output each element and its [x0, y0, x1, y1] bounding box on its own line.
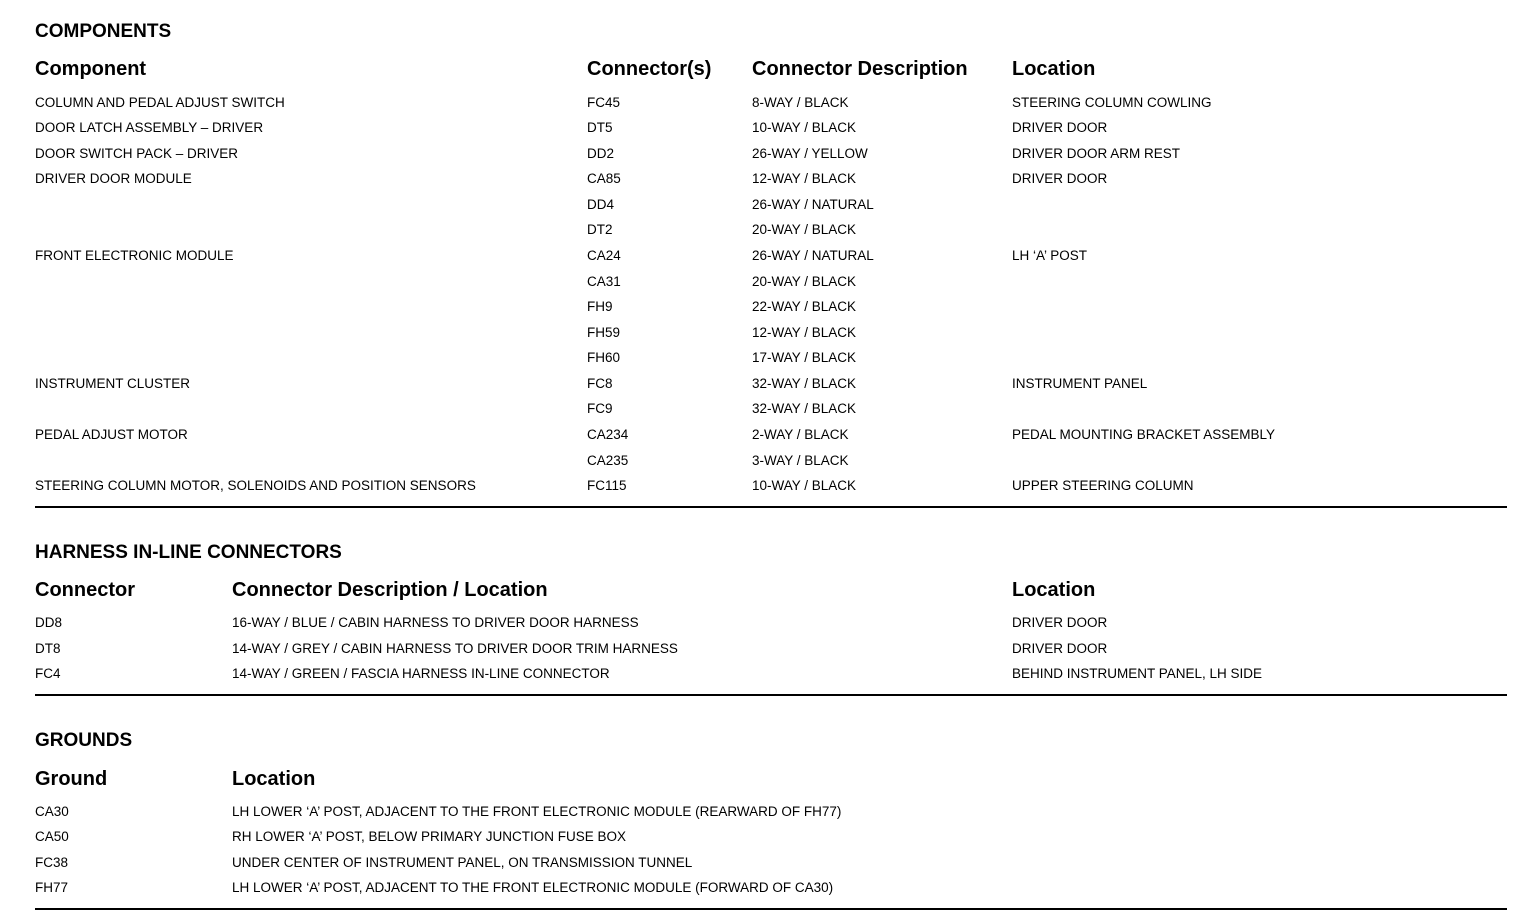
component-location: PEDAL MOUNTING BRACKET ASSEMBLY	[1012, 427, 1276, 442]
connector-description: 22-WAY / BLACK	[752, 299, 857, 314]
harness-connector-location: DRIVER DOOR	[1012, 641, 1108, 656]
table-row	[0, 169, 1536, 189]
connector-description: 17-WAY / BLACK	[752, 350, 857, 365]
connector-id: CA85	[587, 171, 621, 186]
connector-description: 26-WAY / YELLOW	[752, 146, 868, 161]
connector-description: 2-WAY / BLACK	[752, 427, 849, 442]
harness-divider	[35, 694, 1507, 696]
grounds-header-location: Location	[232, 768, 316, 790]
connector-id: DD4	[587, 197, 615, 212]
connector-id: DT5	[587, 120, 613, 135]
connector-id: CA235	[587, 453, 629, 468]
harness-connector-location: BEHIND INSTRUMENT PANEL, LH SIDE	[1012, 666, 1263, 681]
ground-location: UNDER CENTER OF INSTRUMENT PANEL, ON TRANSMISSION TUNNEL	[232, 855, 693, 870]
table-row	[0, 802, 1536, 822]
component-name: DOOR SWITCH PACK – DRIVER	[35, 146, 239, 161]
component-location: UPPER STEERING COLUMN	[1012, 478, 1194, 493]
table-row	[0, 323, 1536, 343]
components-section-title: COMPONENTS	[35, 21, 172, 42]
harness-header-location: Location	[1012, 579, 1096, 601]
ground-id: CA30	[35, 804, 69, 819]
component-location: LH ‘A’ POST	[1012, 248, 1088, 263]
harness-connector-description: 14-WAY / GREEN / FASCIA HARNESS IN-LINE CONNECTOR	[232, 666, 610, 681]
connector-id: DD2	[587, 146, 615, 161]
table-row	[0, 664, 1536, 684]
component-location: DRIVER DOOR ARM REST	[1012, 146, 1181, 161]
table-row	[0, 374, 1536, 394]
table-row	[0, 827, 1536, 847]
table-row	[0, 144, 1536, 164]
harness-connector-id: DD8	[35, 615, 63, 630]
component-location: INSTRUMENT PANEL	[1012, 376, 1148, 391]
connector-id: DT2	[587, 222, 613, 237]
table-row	[0, 613, 1536, 633]
harness-connector-id: FC4	[35, 666, 61, 681]
table-row	[0, 451, 1536, 471]
table-row	[0, 246, 1536, 266]
table-row	[0, 853, 1536, 873]
harness-connector-description: 16-WAY / BLUE / CABIN HARNESS TO DRIVER DOOR HARNESS	[232, 615, 639, 630]
table-row	[0, 297, 1536, 317]
ground-location: LH LOWER ‘A’ POST, ADJACENT TO THE FRONT ELECTRONIC MODULE (FORWARD OF CA30)	[232, 880, 834, 895]
component-name: INSTRUMENT CLUSTER	[35, 376, 191, 391]
connector-id: FH9	[587, 299, 613, 314]
grounds-header-ground: Ground	[35, 768, 108, 790]
connector-id: CA234	[587, 427, 629, 442]
connector-description: 12-WAY / BLACK	[752, 325, 857, 340]
connector-description: 3-WAY / BLACK	[752, 453, 849, 468]
table-row	[0, 878, 1536, 898]
grounds-divider	[35, 908, 1507, 910]
connector-description: 20-WAY / BLACK	[752, 222, 857, 237]
harness-header-description: Connector Description / Location	[232, 579, 548, 601]
component-name: FRONT ELECTRONIC MODULE	[35, 248, 234, 263]
table-row	[0, 118, 1536, 138]
table-row	[0, 425, 1536, 445]
component-name: STEERING COLUMN MOTOR, SOLENOIDS AND POSITION SENSORS	[35, 478, 476, 493]
ground-id: FH77	[35, 880, 69, 895]
connector-description: 20-WAY / BLACK	[752, 274, 857, 289]
connector-description: 32-WAY / BLACK	[752, 401, 857, 416]
harness-connector-id: DT8	[35, 641, 61, 656]
component-name: PEDAL ADJUST MOTOR	[35, 427, 188, 442]
table-row	[0, 399, 1536, 419]
connector-description: 26-WAY / NATURAL	[752, 197, 874, 212]
components-header-component: Component	[35, 58, 147, 80]
connector-description: 12-WAY / BLACK	[752, 171, 857, 186]
harness-connector-description: 14-WAY / GREY / CABIN HARNESS TO DRIVER DOOR TRIM HARNESS	[232, 641, 678, 656]
connector-id: FC9	[587, 401, 613, 416]
table-row	[0, 272, 1536, 292]
table-row	[0, 195, 1536, 215]
ground-location: LH LOWER ‘A’ POST, ADJACENT TO THE FRONT ELECTRONIC MODULE (REARWARD OF FH77)	[232, 804, 842, 819]
components-header-location: Location	[1012, 58, 1096, 80]
components-header-connectors: Connector(s)	[587, 58, 712, 80]
connector-id: FC45	[587, 95, 621, 110]
connector-id: CA31	[587, 274, 621, 289]
component-name: DRIVER DOOR MODULE	[35, 171, 192, 186]
connector-id: FC115	[587, 478, 627, 493]
connector-description: 8-WAY / BLACK	[752, 95, 849, 110]
table-row	[0, 348, 1536, 368]
table-row	[0, 639, 1536, 659]
table-row	[0, 93, 1536, 113]
component-name: COLUMN AND PEDAL ADJUST SWITCH	[35, 95, 285, 110]
harness-section-title: HARNESS IN-LINE CONNECTORS	[35, 542, 342, 563]
component-location: STEERING COLUMN COWLING	[1012, 95, 1212, 110]
connector-id: FC8	[587, 376, 613, 391]
grounds-section-title: GROUNDS	[35, 730, 133, 751]
connector-description: 10-WAY / BLACK	[752, 120, 857, 135]
table-row	[0, 220, 1536, 240]
harness-connector-location: DRIVER DOOR	[1012, 615, 1108, 630]
connector-description: 10-WAY / BLACK	[752, 478, 857, 493]
components-divider	[35, 506, 1507, 508]
table-row	[0, 476, 1536, 496]
connector-id: FH60	[587, 350, 621, 365]
ground-id: CA50	[35, 829, 69, 844]
connector-description: 26-WAY / NATURAL	[752, 248, 874, 263]
connector-description: 32-WAY / BLACK	[752, 376, 857, 391]
harness-header-connector: Connector	[35, 579, 135, 601]
component-name: DOOR LATCH ASSEMBLY – DRIVER	[35, 120, 264, 135]
connector-id: CA24	[587, 248, 621, 263]
component-location: DRIVER DOOR	[1012, 171, 1108, 186]
ground-location: RH LOWER ‘A’ POST, BELOW PRIMARY JUNCTION FUSE BOX	[232, 829, 627, 844]
ground-id: FC38	[35, 855, 69, 870]
component-location: DRIVER DOOR	[1012, 120, 1108, 135]
components-header-description: Connector Description	[752, 58, 968, 80]
connector-id: FH59	[587, 325, 621, 340]
